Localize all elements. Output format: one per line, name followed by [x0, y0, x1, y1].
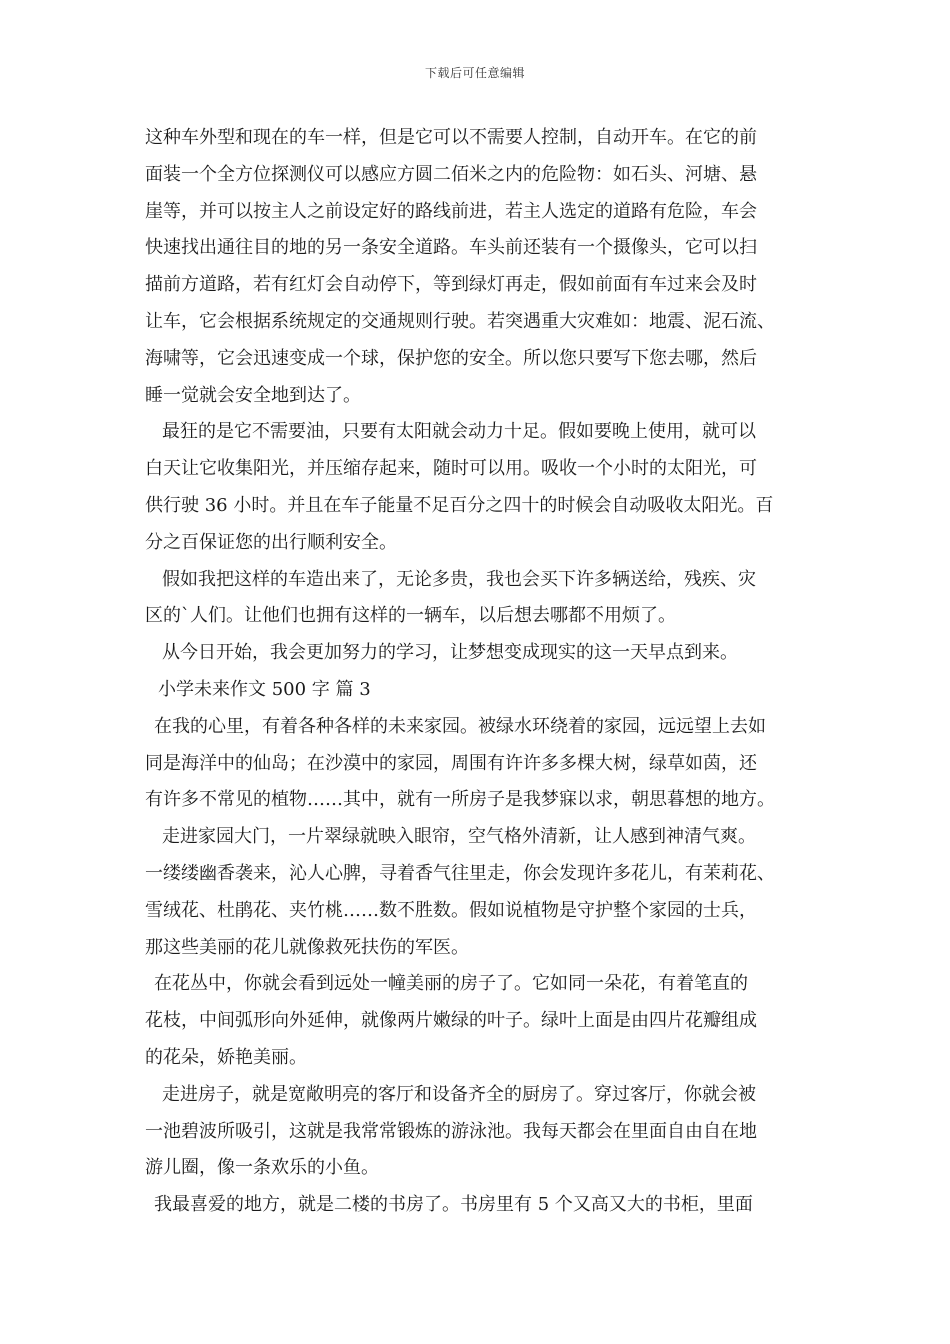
text-line: 假如我把这样的车造出来了，无论多贵，我也会买下许多辆送给，残疾、灾: [162, 568, 756, 590]
text-line: 我最喜爱的地方，就是二楼的书房了。书房里有 5 个又高又大的书柜，里面: [154, 1194, 753, 1216]
text-line: 走进房子，就是宽敞明亮的客厅和设备齐全的厨房了。穿过客厅，你就会被: [162, 1083, 756, 1105]
text-line: 在花丛中，你就会看到远处一幢美丽的房子了。它如同一朵花，有着笔直的: [154, 973, 748, 995]
text-line: 有许多不常见的植物……其中，就有一所房子是我梦寐以求，朝思暮想的地方。: [145, 789, 775, 811]
text-line: 白天让它收集阳光，并压缩存起来，随时可以用。吸收一个小时的太阳光，可: [145, 458, 757, 480]
text-line: 面装一个全方位探测仪可以感应方圆二佰米之内的危险物：如石头、河塘、悬: [145, 163, 757, 185]
text-line: 雪绒花、杜鹃花、夹竹桃……数不胜数。假如说植物是守护整个家园的士兵，: [145, 899, 757, 921]
text-line: 睡一觉就会安全地到达了。: [145, 384, 361, 406]
text-line: 花枝，中间弧形向外延伸，就像两片嫩绿的叶子。绿叶上面是由四片花瓣组成: [145, 1010, 757, 1032]
text-line: 供行驶 36 小时。并且在车子能量不足百分之四十的时候会自动吸收太阳光。百: [145, 494, 774, 516]
text-line: 走进家园大门，一片翠绿就映入眼帘，空气格外清新，让人感到神清气爽。: [162, 826, 756, 848]
text-line: 海啸等，它会迅速变成一个球，保护您的安全。所以您只要写下您去哪，然后: [145, 347, 757, 369]
text-line: 一缕缕幽香袭来，沁人心脾，寻着香气往里走，你会发现许多花儿，有茉莉花、: [145, 862, 775, 884]
text-line: 的花朵，娇艳美丽。: [145, 1046, 307, 1068]
text-line: 最狂的是它不需要油，只要有太阳就会动力十足。假如要晚上使用，就可以: [162, 421, 756, 443]
text-line: 描前方道路，若有红灯会自动停下，等到绿灯再走，假如前面有车过来会及时: [145, 274, 757, 296]
text-line: 从今日开始，我会更加努力的学习，让梦想变成现实的这一天早点到来。: [162, 642, 738, 664]
text-line: 这种车外型和现在的车一样，但是它可以不需要人控制，自动开车。在它的前: [145, 127, 757, 148]
text-line: 快速找出通往目的地的另一条安全道路。车头前还装有一个摄像头，它可以扫: [145, 237, 757, 259]
section-heading: 小学未来作文 500 字 篇 3: [158, 678, 371, 700]
text-line: 分之百保证您的出行顺利安全。: [145, 531, 397, 553]
text-line: 游儿圈，像一条欢乐的小鱼。: [145, 1157, 379, 1179]
text-line: 一池碧波所吸引，这就是我常常锻炼的游泳池。我每天都会在里面自由自在地: [145, 1120, 757, 1142]
text-line: 在我的心里，有着各种各样的未来家园。被绿水环绕着的家园，远远望上去如: [154, 715, 766, 737]
text-line: 同是海洋中的仙岛；在沙漠中的家园，周围有许许多多棵大树，绿草如茵，还: [145, 752, 757, 774]
text-line: 崖等，并可以按主人之前设定好的路线前进，若主人选定的道路有危险，车会: [145, 200, 757, 222]
page-header: 下载后可任意编辑: [424, 66, 525, 80]
document-body: [145, 120, 810, 1224]
text-line: 区的`人们。让他们也拥有这样的一辆车，以后想去哪都不用烦了。: [145, 605, 676, 627]
text-line: 让车，它会根据系统规定的交通规则行驶。若突遇重大灾难如：地震、泥石流、: [145, 310, 775, 332]
text-line: 那这些美丽的花儿就像救死扶伤的军医。: [145, 936, 469, 958]
